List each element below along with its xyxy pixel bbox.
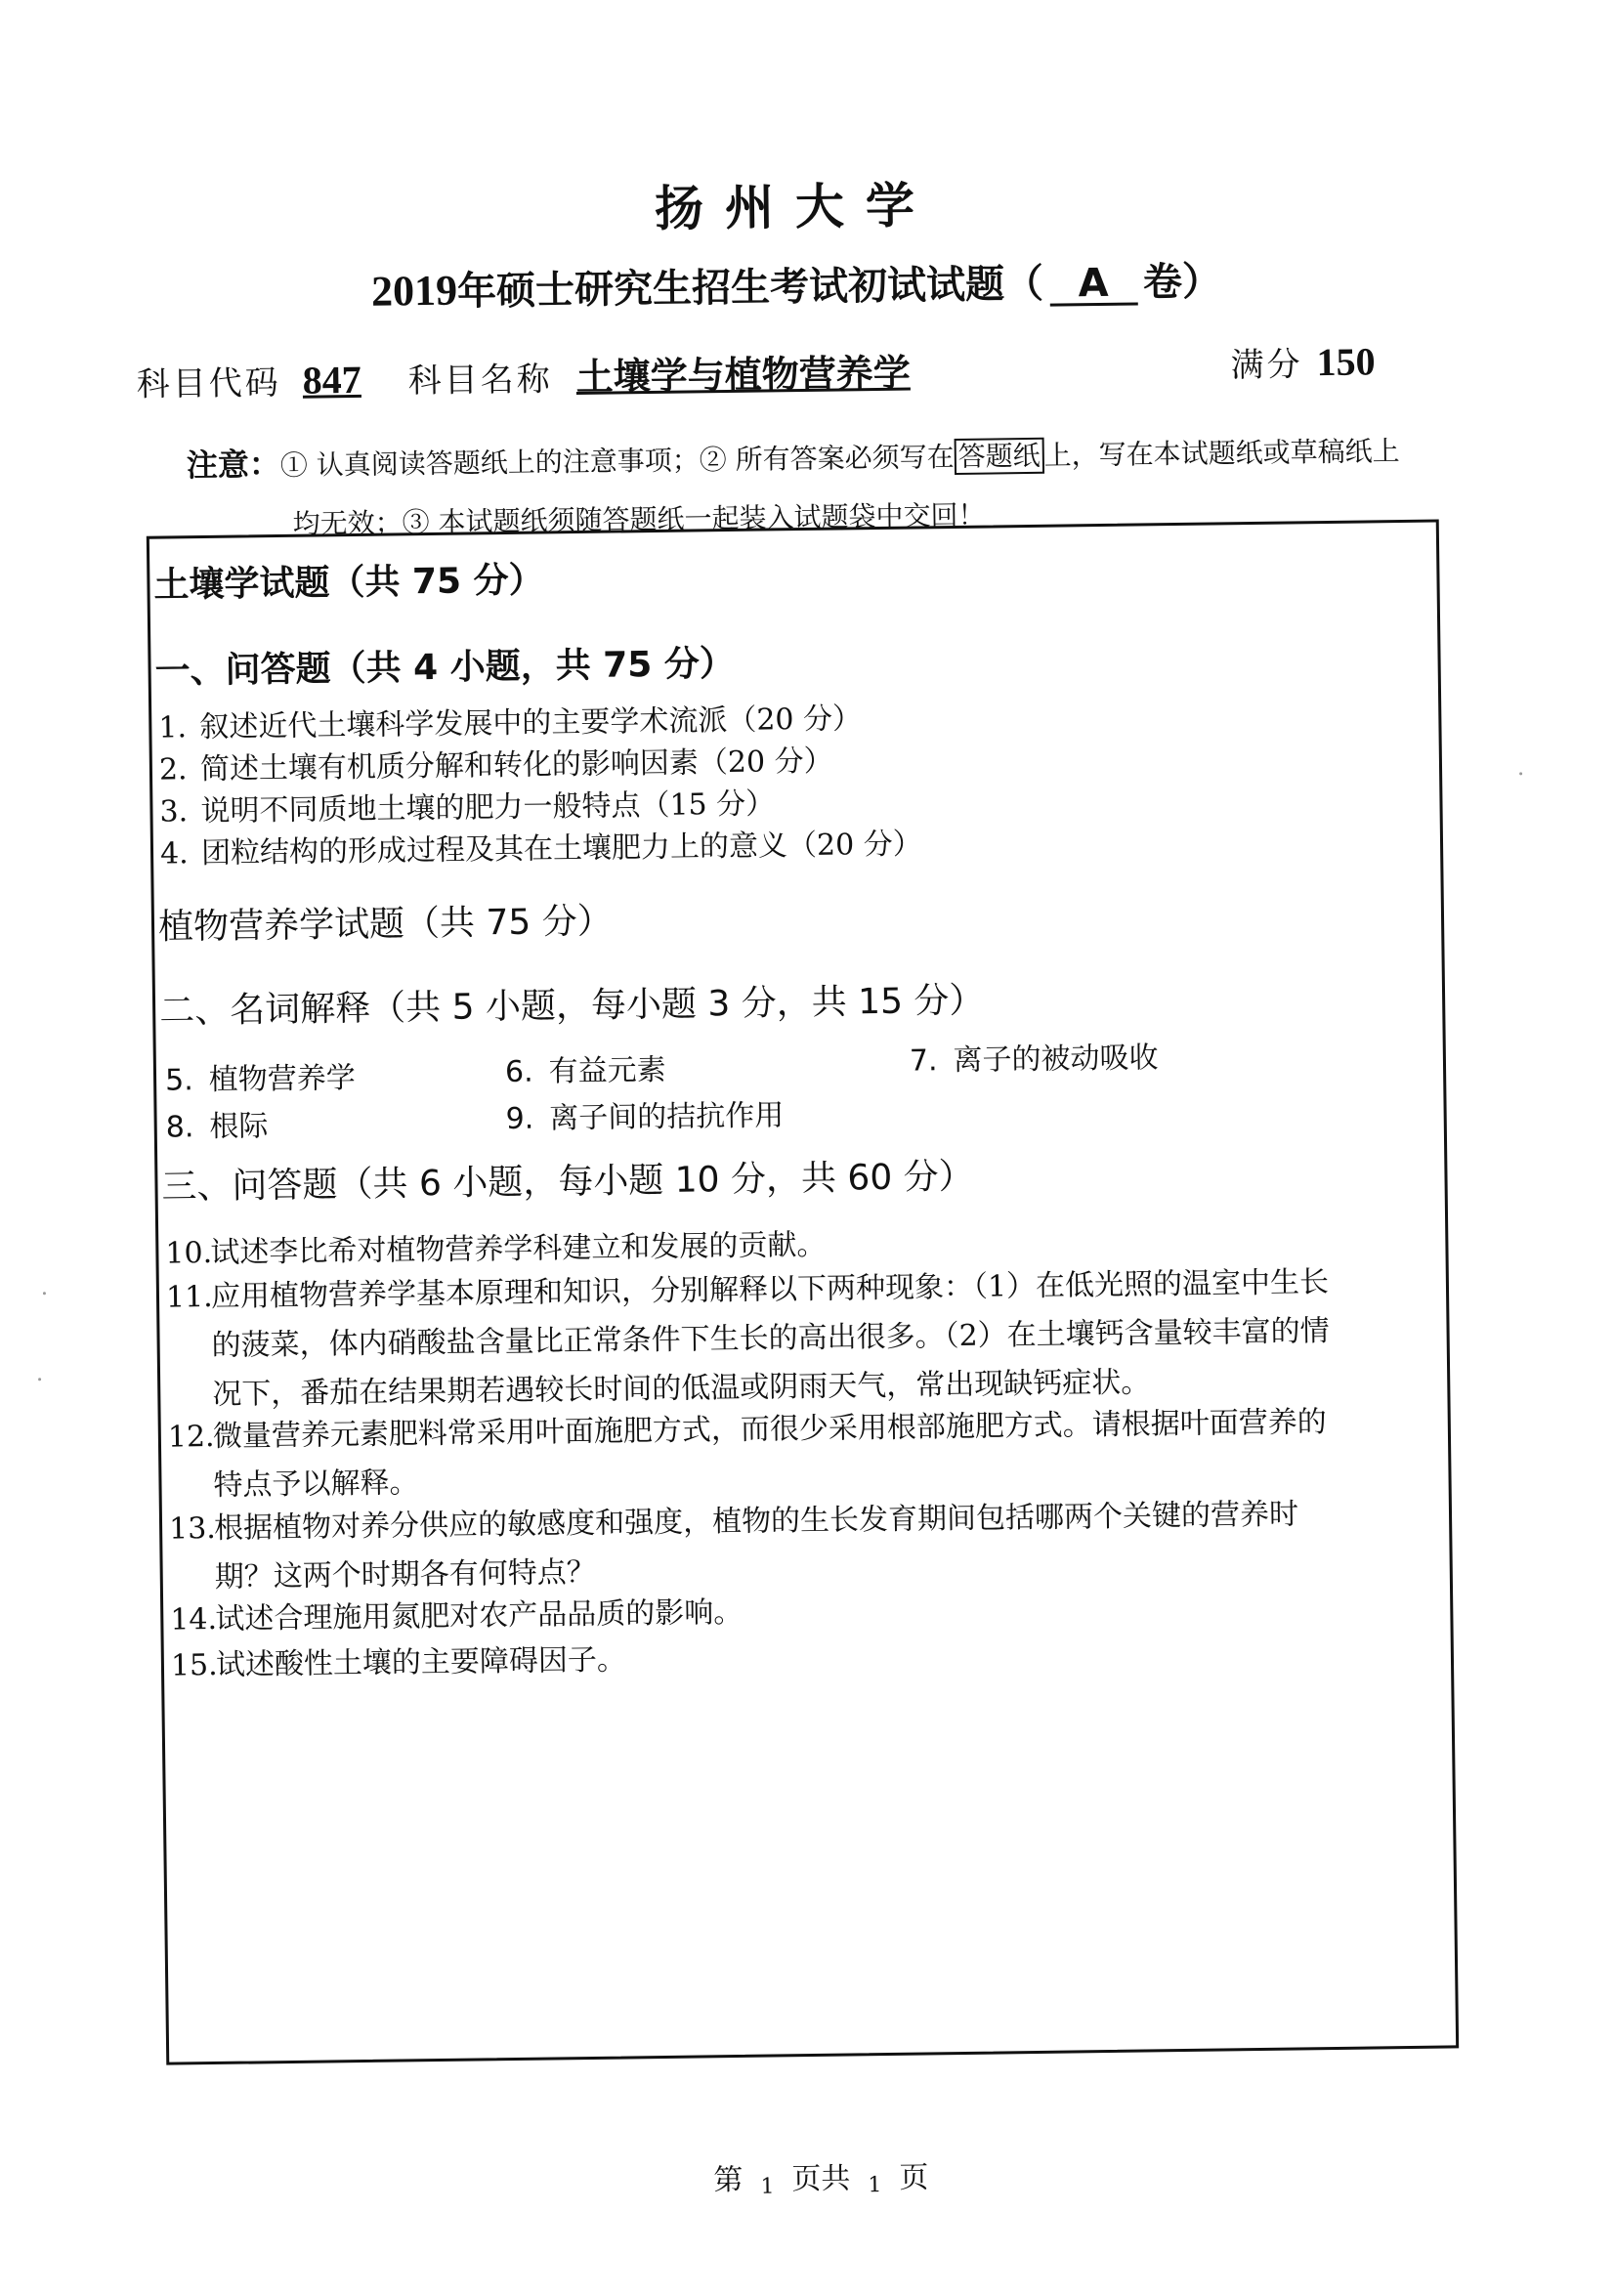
question-text-continued: 期？这两个时期各有何特点？ [214, 1554, 596, 1594]
footer-suffix: 页 [899, 2160, 929, 2195]
current-page-number: 1 [760, 2174, 775, 2199]
term-text: 离子的被动吸收 [953, 1041, 1159, 1079]
full-score-label: 满分 [1230, 345, 1303, 386]
question-number: 3. [159, 794, 189, 829]
term-number: 7. [909, 1043, 938, 1079]
term-5 [165, 1053, 356, 1099]
answer-sheet-boxed: 答题纸 [954, 438, 1043, 475]
question-number: 13. [168, 1510, 217, 1547]
term-number: 9. [505, 1101, 534, 1137]
notice-item-1: ① 认真阅读答题纸上的注意事项； [279, 444, 700, 482]
question-text: 试述合理施用氮肥对农产品品质的影响。 [215, 1594, 744, 1637]
section-2-title: 二、名词解释（共 5 小题，每小题 3 分，共 15 分） [158, 980, 985, 1032]
question-text-continued: 况下，番茄在结果期若遇较长时间的低温或阴雨天气，常出现缺钙症状。 [212, 1365, 1151, 1412]
subject-code-label: 科目代码 [136, 362, 282, 404]
section-3-title: 三、问答题（共 6 小题，每小题 10 分，共 60 分） [161, 1156, 974, 1208]
paper-type: A [1049, 264, 1138, 307]
footer-middle: 页共 [791, 2161, 851, 2197]
question-number: 2. [158, 752, 188, 787]
term-text: 离子间的拮抗作用 [549, 1098, 785, 1136]
question-number: 1. [158, 710, 188, 745]
term-number: 8. [165, 1110, 194, 1145]
term-number: 5. [164, 1063, 193, 1098]
question-number: 15. [170, 1647, 218, 1683]
question-11 [166, 1258, 1331, 1421]
question-text: 试述李比希对植物营养学科建立和发展的贡献。 [210, 1227, 827, 1271]
question-text: 说明不同质地土壤的肥力一般特点（15 分） [200, 787, 776, 829]
exam-title-suffix: 卷） [1142, 259, 1222, 306]
exam-title [0, 245, 1604, 322]
term-text: 根际 [209, 1109, 269, 1145]
question-text: 应用植物营养学基本原理和知识，分别解释以下两种现象：（1）在低光照的温室中生长 [210, 1265, 1330, 1314]
term-9 [505, 1090, 784, 1137]
full-score: 150 [1316, 339, 1376, 385]
university-name: 扬州大学 [654, 177, 937, 237]
question-text: 试述酸性土壤的主要障碍因子。 [215, 1642, 627, 1682]
notice-line-2: 均无效；③ 本试题纸须随答题纸一起装入试题袋中交回！ [292, 498, 986, 540]
footer-prefix: 第 [713, 2162, 744, 2198]
question-text: 微量营养元素肥料常采用叶面施肥方式，而很少采用根部施肥方式。请根据叶面营养的 [212, 1405, 1328, 1454]
exam-year: 2019 [370, 266, 458, 316]
question-number: 10. [165, 1235, 213, 1271]
subject-meta-row [136, 335, 1456, 406]
question-15 [171, 1636, 627, 1690]
question-text: 叙述近代土壤科学发展中的主要学术流派（20 分） [199, 702, 863, 745]
scan-speck [38, 1378, 41, 1381]
exam-title-text: 年硕士研究生招生考试初试试题（ [456, 261, 1044, 315]
term-6 [505, 1045, 666, 1090]
question-14 [170, 1589, 744, 1645]
term-8 [165, 1101, 268, 1145]
plant-part-title: 植物营养学试题（共 75 分） [157, 901, 613, 948]
term-text: 植物营养学 [208, 1061, 356, 1098]
notice-item-2-post: 上，写在本试题纸或草稿纸上 [1043, 435, 1400, 472]
notice-item-2-pre: ② 所有答案必须写在 [699, 440, 955, 477]
subject-name: 土壤学与植物营养学 [575, 351, 911, 400]
question-number: 14. [170, 1601, 218, 1637]
question-text: 根据植物对养分供应的敏感度和强度，植物的生长发育期间包括哪两个关键的营养时 [213, 1497, 1299, 1546]
question-13 [169, 1490, 1299, 1602]
question-number: 11. [165, 1279, 213, 1315]
term-7 [910, 1033, 1159, 1079]
scan-speck [1519, 772, 1522, 775]
soil-part-title: 土壤学试题（共 75 分） [153, 560, 544, 606]
subject-code: 847 [302, 357, 362, 403]
subject-name-label: 科目名称 [407, 360, 554, 402]
term-number: 6. [504, 1054, 533, 1090]
term-text: 有益元素 [548, 1052, 666, 1089]
question-number: 12. [167, 1419, 215, 1455]
notice-label: 注意： [186, 445, 281, 485]
question-4 [160, 820, 922, 878]
section-1-title: 一、问答题（共 4 小题，共 75 分） [154, 643, 736, 692]
page-footer [14, 2144, 1615, 2209]
question-text-continued: 的菠菜，体内硝酸盐含量比正常条件下生长的高出很多。（2）在土壤钙含量较丰富的情 [211, 1314, 1330, 1363]
scan-speck [43, 1292, 46, 1295]
total-pages-number: 1 [868, 2173, 882, 2198]
question-text: 团粒结构的形成过程及其在土壤肥力上的意义（20 分） [200, 827, 922, 872]
question-number: 4. [159, 836, 189, 872]
question-text: 简述土壤有机质分解和转化的影响因素（20 分） [199, 744, 833, 787]
question-text-continued: 特点予以解释。 [213, 1466, 419, 1503]
full-score-group [1230, 336, 1376, 386]
